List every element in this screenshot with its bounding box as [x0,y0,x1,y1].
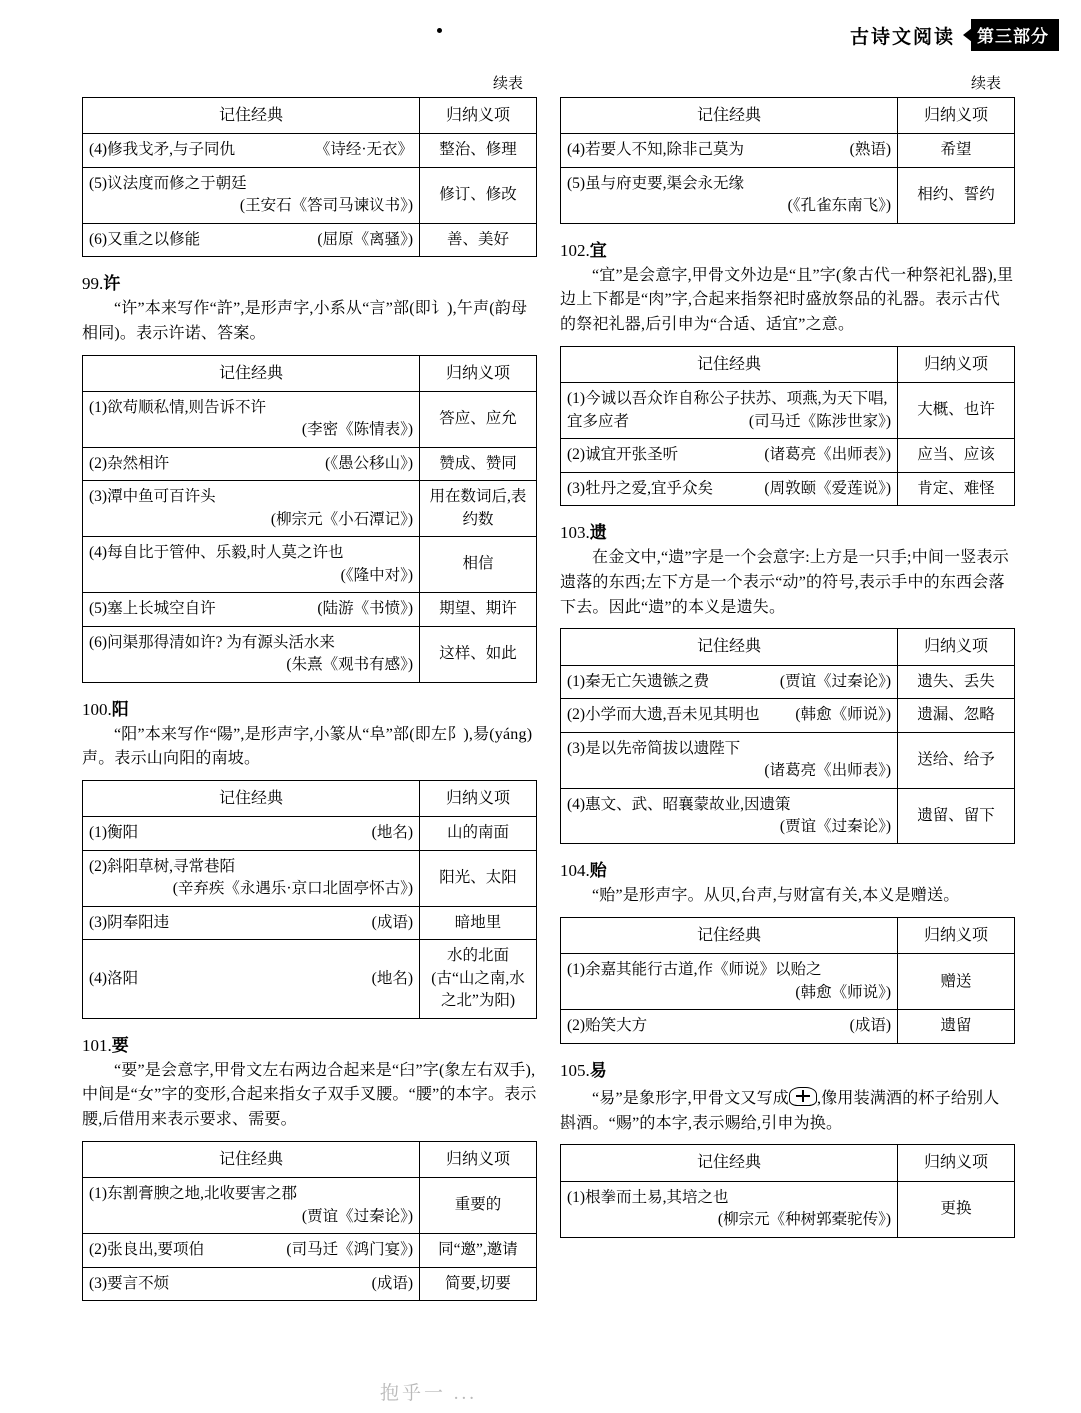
example-cell [561,732,898,788]
example-cell [561,954,898,1010]
table-header-row [561,1145,1015,1181]
table-row [83,1267,537,1300]
example-source: (周敦颐《爱莲说》) [764,479,891,497]
example-text: (4)洛阳 [89,969,139,987]
entry-char: 贻 [589,861,607,881]
example-source: (贾谊《过秦论》) [779,672,891,690]
meaning-cell: 重要的 [420,1178,537,1234]
example-source: (韩愈《师说》) [795,983,891,1001]
example-text: (6)问渠那得清如许? 为有源头活水来 [89,633,335,651]
table-row [83,537,537,593]
table-row [83,223,537,256]
example-text: (1)余嘉其能行古道,作《师说》以贻之 [567,961,822,979]
entry-number: 101. [82,1035,112,1055]
table-row [83,593,537,626]
example-source: (成语) [371,913,413,931]
example-source: (王安石《答司马谏议书》) [239,197,413,215]
example-cell [83,1178,420,1234]
watermark: 抱乎一 ... [380,1383,478,1404]
entry-description-suffix: ,像用装满酒的杯子给别人斟酒。“赐”的本字,表示赐给,引申为换。 [560,1089,1000,1132]
meaning-cell: 期望、期许 [420,593,537,626]
example-source: (韩愈《师说》) [795,706,891,724]
table-row [561,788,1015,844]
table-header-row [561,346,1015,382]
meaning-cell: 简要,切要 [420,1267,537,1300]
col-header-classic: 记住经典 [83,98,420,134]
example-source: (李密《陈情表》) [301,421,413,439]
entry-char: 易 [589,1060,607,1080]
col-header-classic: 记住经典 [561,629,898,665]
entry-heading-xu [82,269,537,294]
col-header-meaning: 归纳义项 [420,355,537,391]
right-column [560,72,1015,1250]
example-cell [83,481,420,537]
example-text: (1)衡阳 [89,824,139,842]
entry-heading-yang [82,695,537,720]
col-header-classic: 记住经典 [561,98,898,134]
col-header-classic: 记住经典 [83,781,420,817]
table-yi4 [560,1144,1015,1237]
entry-number: 105. [560,1060,590,1080]
table-row [561,699,1015,732]
col-header-meaning: 归纳义项 [420,781,537,817]
entry-description-yang: “阳”本来写作“陽”,是形声字,小篆从“阜”部(即左阝),昜(yáng)声。表示山向阳的南坡。 [82,725,533,768]
page-header [850,20,1059,50]
meaning-cell: 遗漏、忽略 [898,699,1015,732]
entry-heading-yao [82,1031,537,1056]
table-row [83,940,537,1018]
example-source: (贾谊《过秦论》) [779,817,891,835]
col-header-meaning: 归纳义项 [898,918,1015,954]
example-text: (4)每自比于管仲、乐毅,时人莫之许也 [89,544,344,562]
meaning-cell: 更换 [898,1181,1015,1237]
meaning-cell: 遗留、留下 [898,788,1015,844]
example-source: (柳宗元《种树郭橐驼传》) [717,1211,891,1229]
example-cell [83,447,420,480]
entry-heading-yi4 [560,1056,1015,1081]
example-cell [561,167,898,223]
meaning-cell: 赞成、赞同 [420,447,537,480]
example-cell [83,817,420,850]
meaning-cell: 送给、给予 [898,732,1015,788]
col-header-meaning: 归纳义项 [898,346,1015,382]
table-xu [82,355,537,683]
example-text: (4)若要人不知,除非己莫为 [567,141,744,159]
col-header-classic: 记住经典 [83,1141,420,1177]
entry-description-prefix: “易”是象形字,甲骨文又写成 [592,1089,790,1107]
header-title: 古诗文阅读 [849,26,955,48]
example-text: (1)秦无亡矢遗镞之费 [567,672,710,690]
example-text: (3)潭中鱼可百许头 [89,488,216,506]
entry-char: 宜 [589,240,607,260]
entry-char: 阳 [111,699,129,719]
example-text: (3)要言不烦 [89,1274,170,1292]
table-header-row [561,918,1015,954]
entry-description-yi4 [560,1084,1015,1137]
table-row [83,817,537,850]
example-cell [561,472,898,505]
example-text: (2)张良出,要项伯 [89,1241,204,1259]
meaning-cell: 相约、誓约 [898,167,1015,223]
meaning-cell: 答应、应允 [420,391,537,447]
table-row [561,1181,1015,1237]
table-header-row [561,629,1015,665]
table-row [83,481,537,537]
table-yao [82,1141,537,1301]
example-cell [83,906,420,939]
col-header-classic: 记住经典 [561,918,898,954]
example-cell [561,134,898,167]
table-row [83,391,537,447]
meaning-cell: 大概、也许 [898,383,1015,439]
col-header-meaning: 归纳义项 [420,98,537,134]
example-cell [83,593,420,626]
col-header-meaning: 归纳义项 [898,98,1015,134]
continued-label-right: 续表 [970,76,1001,92]
entry-number: 102. [560,240,590,260]
entry-char: 遗 [589,523,607,543]
table-header-row [561,98,1015,134]
col-header-classic: 记住经典 [561,346,898,382]
example-source: (成语) [371,1274,413,1292]
table-row [83,167,537,223]
meaning-cell: 阳光、太阳 [420,850,537,906]
table-yi1 [560,346,1015,506]
example-text: (5)塞上长城空自许 [89,600,216,618]
meaning-cell: 用在数词后,表约数 [420,481,537,537]
col-header-meaning: 归纳义项 [898,629,1015,665]
table-row [561,1010,1015,1043]
example-text: (3)是以先帝简拔以遗陛下 [567,739,741,757]
table-yi3 [560,917,1015,1044]
example-source: (《隆中对》) [340,566,413,584]
example-cell [561,1010,898,1043]
example-cell [83,223,420,256]
table-row [83,134,537,167]
meaning-cell: 赠送 [898,954,1015,1010]
example-source: (《愚公移山》) [325,454,413,472]
entry-description-yao: “要”是会意字,甲骨文左右两边合起来是“臼”字(象左右双手),中间是“女”字的变形,合起来指女子双手叉腰。“腰”的本字。表示腰,后借用来表示要求、需要。 [82,1061,537,1129]
example-source: (地名) [371,824,413,842]
example-source: (熟语) [849,141,891,159]
example-text: (4)惠文、武、昭襄蒙故业,因遗策 [567,795,791,813]
oracle-bone-glyph-icon [789,1087,817,1106]
example-source: (成语) [849,1017,891,1035]
example-cell [83,1267,420,1300]
example-cell [561,1181,898,1237]
example-text: (5)虽与府吏要,渠会永无缘 [567,174,744,192]
meaning-cell: 希望 [898,134,1015,167]
table-row [561,167,1015,223]
table-row [561,472,1015,505]
meaning-cell: 这样、如此 [420,626,537,682]
table-row [561,732,1015,788]
example-cell [561,439,898,472]
entry-description-yi3: “贻”是形声字。从贝,台声,与财富有关,本义是赠送。 [592,887,960,905]
example-text: (2)杂然相许 [89,454,170,472]
meaning-cell: 修订、修改 [420,167,537,223]
example-cell [83,1234,420,1267]
table-header-row [83,1141,537,1177]
entry-heading-yi3 [560,856,1015,881]
col-header-meaning: 归纳义项 [898,1145,1015,1181]
meaning-cell: 肯定、难怪 [898,472,1015,505]
example-text: (1)欲苟顺私情,则告诉不许 [89,398,266,416]
example-text: (2)斜阳草树,寻常巷陌 [89,857,235,875]
table-row [83,626,537,682]
entry-heading-yi1 [560,236,1015,261]
example-source: (贾谊《过秦论》) [301,1207,413,1225]
example-cell [83,537,420,593]
entry-description-yi2: 在金文中,“遗”字是一个会意字:上方是一只手;中间一竖表示遗落的东西;左下方是一个表示“动”的符号,表示手中的东西会落下去。因此“遗”的本义是遗失。 [560,549,1009,616]
table-row [83,1178,537,1234]
entry-description-yi1: “宜”是会意字,甲骨文外边是“且”字(象古代一种祭祀礼器),里边上下都是“肉”字,合起来指祭祀时盛放祭品的礼器。表示古代的祭祀礼器,后引申为“合适、适宜”之意。 [560,266,1014,334]
table-yi2 [560,628,1015,844]
meaning-cell: 同“邀”,邀请 [420,1234,537,1267]
entry-number: 104. [560,861,590,881]
example-cell [561,383,898,439]
table-header-row [83,781,537,817]
example-cell [83,134,420,167]
table-continued-left [82,97,537,257]
example-text: (1)东割膏腴之地,北收要害之郡 [89,1185,297,1203]
example-cell [83,626,420,682]
entry-heading-yi2 [560,518,1015,543]
example-cell [83,167,420,223]
table-row [561,439,1015,472]
header-dot [437,28,442,33]
table-row [561,134,1015,167]
meaning-cell: 山的南面 [420,817,537,850]
example-text: (2)诚宜开张圣听 [567,446,679,464]
example-text: (5)议法度而修之于朝廷 [89,174,247,192]
header-part-tag: 第三部分 [971,19,1059,51]
entry-number: 99. [82,274,104,294]
table-row [83,447,537,480]
example-source: (诸葛亮《出师表》) [764,762,891,780]
example-cell [83,850,420,906]
example-text: (3)阴奉阳违 [89,913,170,931]
meaning-cell: 应当、应该 [898,439,1015,472]
example-text: (2)小学而大遗,吾未见其明也 [567,706,760,724]
table-header-row [83,98,537,134]
meaning-cell: 遗失、丢失 [898,665,1015,698]
example-source: (辛弃疾《永遇乐·京口北固亭怀古》) [172,880,413,898]
example-source: (《孔雀东南飞》) [787,197,891,215]
entry-description-xu: “许”本来写作“許”,是形声字,小系从“言”部(即讠),午声(韵母相同)。表示许诺、答案。 [82,300,528,342]
table-row [561,383,1015,439]
entry-number: 103. [560,523,590,543]
col-header-classic: 记住经典 [83,355,420,391]
continued-label-left: 续表 [492,76,523,92]
table-yang [82,780,537,1018]
meaning-cell: 善、美好 [420,223,537,256]
entry-char: 要 [111,1035,129,1055]
example-cell [83,391,420,447]
example-text: (3)牡丹之爱,宜乎众矣 [567,479,713,497]
example-text: (4)修我戈矛,与子同仇 [89,141,235,159]
table-row [83,906,537,939]
meaning-cell: 水的北面(古“山之南,水之北”为阳) [420,940,537,1018]
example-text: (1)今诚以吾众诈自称公子扶苏、项燕,为天下唱,宜多应者 [567,390,888,430]
example-source: (朱熹《观书有感》) [286,656,413,674]
example-source: (司马迁《鸿门宴》) [286,1241,413,1259]
table-row [83,850,537,906]
meaning-cell: 整治、修理 [420,134,537,167]
example-source: (屈原《离骚》) [317,230,413,248]
table-row [83,1234,537,1267]
table-continued-right [560,97,1015,224]
example-source: (诸葛亮《出师表》) [764,446,891,464]
example-cell [561,788,898,844]
example-cell [561,699,898,732]
example-source: (陆游《书愤》) [317,600,413,618]
example-cell [561,665,898,698]
table-row [561,665,1015,698]
table-header-row [83,355,537,391]
entry-number: 100. [82,699,112,719]
example-source: 《诗经·无衣》 [314,141,413,159]
table-row [561,954,1015,1010]
example-text: (1)根拳而土易,其培之也 [567,1188,729,1206]
example-text: (2)贻笑大方 [567,1017,648,1035]
entry-char: 许 [103,274,121,294]
example-cell [83,940,420,1018]
example-source: (司马迁《陈涉世家》) [748,412,891,430]
meaning-cell: 相信 [420,537,537,593]
col-header-meaning: 归纳义项 [420,1141,537,1177]
meaning-cell: 遗留 [898,1010,1015,1043]
example-source: (柳宗元《小石潭记》) [270,510,413,528]
example-text: (6)又重之以修能 [89,230,201,248]
example-source: (地名) [371,969,413,987]
left-column [82,72,537,1313]
col-header-classic: 记住经典 [561,1145,898,1181]
meaning-cell: 暗地里 [420,906,537,939]
